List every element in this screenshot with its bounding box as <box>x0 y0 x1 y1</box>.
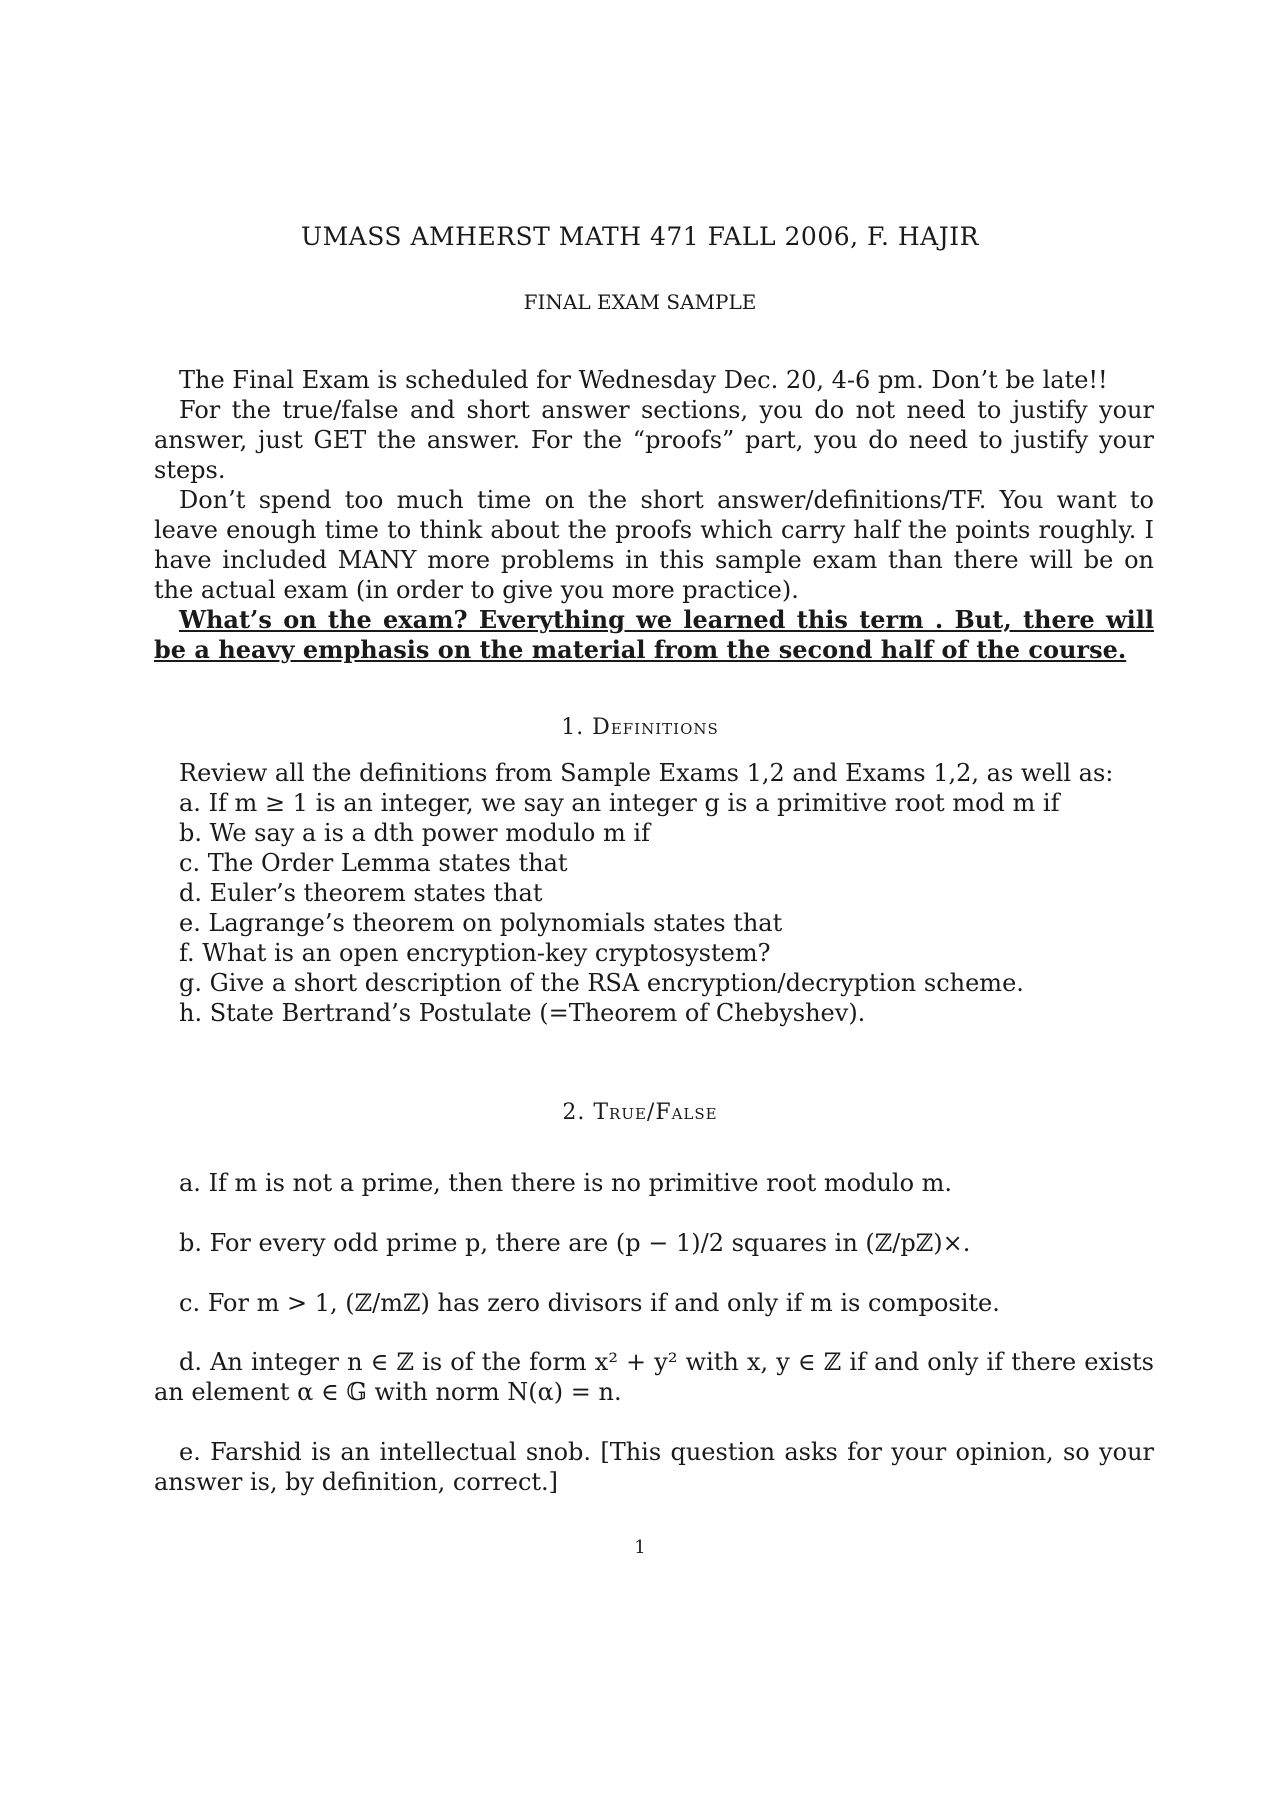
page-number: 1 <box>634 1537 646 1558</box>
definition-item: g. Give a short description of the RSA encryption/decryption scheme. <box>179 969 1024 997</box>
definitions-list <box>179 758 1159 1028</box>
intro-section <box>154 365 1154 665</box>
true-false-heading-text: 2. True/False <box>562 1100 718 1125</box>
definition-item: e. Lagrange’s theorem on polynomials states that <box>179 909 783 937</box>
page-subtitle: FINAL EXAM SAMPLE <box>523 290 757 314</box>
section-heading-definitions <box>0 715 1280 740</box>
tf-item-d-block <box>154 1347 1154 1407</box>
page-title: UMASS AMHERST MATH 471 FALL 2006, F. HAJIR <box>301 222 979 251</box>
tf-item-a-block <box>154 1168 1154 1198</box>
definition-item: b. We say a is a dth power modulo m if <box>179 819 650 847</box>
section-heading-true-false <box>0 1100 1280 1125</box>
definition-item: c. The Order Lemma states that <box>179 849 568 877</box>
definition-item: Review all the definitions from Sample Exams 1,2 and Exams 1,2, as well as: <box>179 759 1114 787</box>
tf-item: c. For m > 1, (ℤ/mℤ) has zero divisors if and only if m is composite. <box>179 1289 1000 1317</box>
definition-item: h. State Bertrand’s Postulate (=Theorem of Chebyshev). <box>179 999 866 1027</box>
intro-paragraph-instructions: For the true/false and short answer sections, you do not need to justify your answer, just GET the answer. For the “proofs” part, you do need to justify your steps. <box>154 396 1154 484</box>
emphasis-text: What’s on the exam? Everything we learned this term . But, there will be a heavy emphasis on the material from the second half of the course. <box>154 605 1154 664</box>
tf-item: e. Farshid is an intellectual snob. [This question asks for your opinion, so your answer is, by definition, correct.] <box>154 1438 1154 1496</box>
intro-paragraph-schedule: The Final Exam is scheduled for Wednesday Dec. 20, 4-6 pm. Don’t be late!! <box>179 366 1108 394</box>
tf-item: b. For every odd prime p, there are (p − 1)/2 squares in (ℤ/pℤ)×. <box>179 1229 971 1257</box>
tf-item: a. If m is not a prime, then there is no primitive root modulo m. <box>179 1169 953 1197</box>
definition-item: a. If m ≥ 1 is an integer, we say an integer g is a primitive root mod m if <box>179 789 1060 817</box>
definition-item: d. Euler’s theorem states that <box>179 879 543 907</box>
definitions-heading-text: 1. Definitions <box>561 715 719 740</box>
tf-item: d. An integer n ∈ ℤ is of the form x² + y² with x, y ∈ ℤ if and only if there exists an element α ∈ 𝔾 with norm N(α) = n. <box>154 1348 1154 1406</box>
intro-paragraph-emphasis <box>154 605 1154 665</box>
tf-item-e-block <box>154 1437 1154 1497</box>
definition-item: f. What is an open encryption-key cryptosystem? <box>179 939 771 967</box>
tf-item-b-block <box>154 1228 1154 1258</box>
tf-item-c-block <box>154 1288 1154 1318</box>
intro-paragraph-advice: Don’t spend too much time on the short answer/definitions/TF. You want to leave enough time to think about the proofs which carry half the points roughly. I have included MANY more problems in this sample exam than there will be on the actual exam (in order to give you more practice). <box>154 486 1154 604</box>
